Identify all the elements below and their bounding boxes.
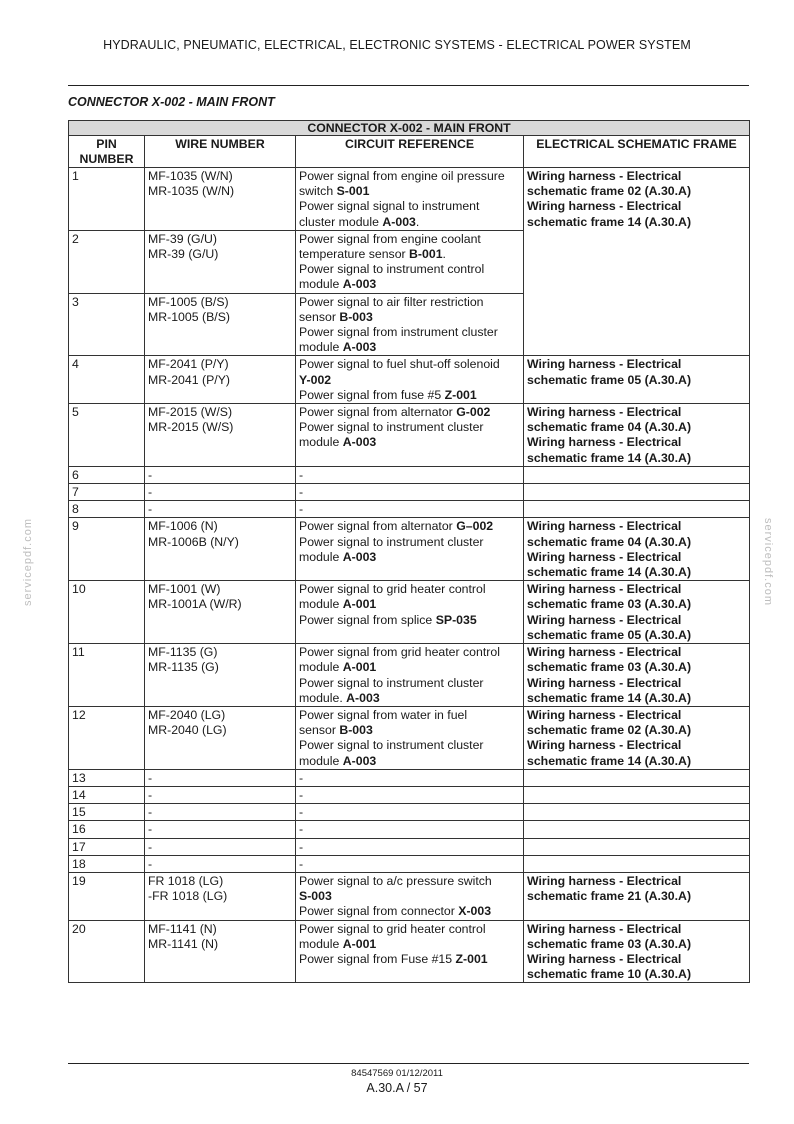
component-code: S-003 <box>299 889 332 904</box>
circuit-reference-cell <box>296 581 524 644</box>
column-header-circuit: CIRCUIT REFERENCE <box>296 136 524 168</box>
circuit-text: - <box>299 467 304 482</box>
wire-number: MF-2040 (LG) <box>148 707 226 722</box>
pin-number-cell: 16 <box>69 821 145 838</box>
circuit-reference-line <box>299 420 520 435</box>
wire-number: - <box>148 787 153 802</box>
circuit-text: Power signal to fuel shut-off solenoid <box>299 357 500 372</box>
schematic-frame-line: Wiring harness - Electrical <box>527 675 682 690</box>
schematic-frame-cell <box>524 855 750 872</box>
schematic-frame-line: schematic frame 14 (A.30.A) <box>527 753 692 768</box>
wire-number: MF-1001 (W) <box>148 582 221 597</box>
pin-number-cell: 18 <box>69 855 145 872</box>
circuit-text: Power signal from Fuse #15 <box>299 951 456 966</box>
schematic-frame-line: schematic frame 05 (A.30.A) <box>527 627 692 642</box>
circuit-reference-cell <box>296 518 524 581</box>
circuit-text: module <box>299 549 343 564</box>
component-code: A-003 <box>382 214 416 229</box>
wire-number: - <box>148 839 153 854</box>
circuit-text: sensor <box>299 309 340 324</box>
circuit-reference-cell <box>296 769 524 786</box>
wire-number: MR-1005 (B/S) <box>148 309 231 324</box>
column-header-pin: PIN NUMBER <box>69 136 145 168</box>
page-header: HYDRAULIC, PNEUMATIC, ELECTRICAL, ELECTRONIC SYSTEMS - ELECTRICAL POWER SYSTEM <box>103 38 691 52</box>
schematic-frame-cell <box>524 821 750 838</box>
circuit-reference-line <box>299 889 520 904</box>
circuit-reference-line <box>299 519 520 534</box>
wire-number: - <box>148 805 153 820</box>
circuit-reference-line <box>299 874 520 889</box>
pin-number-cell: 6 <box>69 466 145 483</box>
component-code: A-003 <box>342 277 377 292</box>
circuit-reference-cell <box>296 404 524 467</box>
component-code: A-001 <box>342 660 377 675</box>
table-row <box>69 786 750 803</box>
pin-number-cell: 7 <box>69 484 145 501</box>
circuit-text: module <box>299 597 343 612</box>
wire-number-cell <box>145 168 296 231</box>
component-code: A-003 <box>342 549 377 564</box>
wire-number-cell <box>145 855 296 872</box>
circuit-reference-line <box>299 184 520 199</box>
schematic-frame-line: Wiring harness - Electrical <box>527 612 682 627</box>
circuit-text: Power signal signal to instrument <box>299 199 480 214</box>
wire-number: - <box>148 822 153 837</box>
table-row <box>69 769 750 786</box>
circuit-reference-cell <box>296 230 524 293</box>
circuit-reference-line <box>299 199 520 214</box>
circuit-text: Power signal to grid heater control <box>299 582 486 597</box>
component-code: A-001 <box>342 597 377 612</box>
circuit-reference-cell <box>296 804 524 821</box>
circuit-reference-line <box>299 247 520 262</box>
table-row <box>69 644 750 707</box>
table-row <box>69 821 750 838</box>
component-code: B-003 <box>339 309 373 324</box>
pin-number-cell: 10 <box>69 581 145 644</box>
circuit-reference-line <box>299 535 520 550</box>
circuit-text: Power signal from connector <box>299 904 459 919</box>
circuit-reference-line <box>299 613 520 628</box>
circuit-reference-line <box>299 582 520 597</box>
circuit-reference-cell <box>296 920 524 983</box>
schematic-frame-cell <box>524 484 750 501</box>
circuit-text: module <box>299 753 343 768</box>
wire-number: MF-1135 (G) <box>148 645 218 660</box>
schematic-frame-line: Wiring harness - Electrical <box>527 873 682 888</box>
wire-number: MR-2015 (W/S) <box>148 420 234 435</box>
circuit-text: cluster module <box>299 214 383 229</box>
wire-number: - <box>148 467 153 482</box>
circuit-reference-line <box>299 738 520 753</box>
schematic-frame-line: schematic frame 21 (A.30.A) <box>527 889 692 904</box>
wire-number-cell <box>145 484 296 501</box>
circuit-text: module <box>299 660 343 675</box>
circuit-reference-line <box>299 660 520 675</box>
circuit-text: module <box>299 936 343 951</box>
circuit-reference-line <box>299 708 520 723</box>
component-code: G-002 <box>456 405 491 420</box>
circuit-reference-line <box>299 550 520 565</box>
circuit-reference-line <box>299 310 520 325</box>
circuit-reference-cell <box>296 786 524 803</box>
circuit-text: temperature sensor <box>299 247 410 262</box>
circuit-reference-line <box>299 502 520 517</box>
circuit-text: module <box>299 277 343 292</box>
circuit-reference-line <box>299 435 520 450</box>
circuit-reference-line <box>299 373 520 388</box>
schematic-frame-line: schematic frame 14 (A.30.A) <box>527 450 692 465</box>
wire-number: MF-2015 (W/S) <box>148 405 233 420</box>
table-row <box>69 872 750 920</box>
wire-number: -FR 1018 (LG) <box>148 889 228 904</box>
wire-number: MF-2041 (P/Y) <box>148 357 229 372</box>
watermark-right: servicepdf.com <box>762 518 774 606</box>
pin-number-cell: 17 <box>69 838 145 855</box>
schematic-frame-line: schematic frame 10 (A.30.A) <box>527 967 692 982</box>
table-row <box>69 581 750 644</box>
footer-divider <box>68 1063 749 1064</box>
circuit-text: module. <box>299 690 347 705</box>
pin-number-cell: 13 <box>69 769 145 786</box>
pin-number-cell: 12 <box>69 706 145 769</box>
circuit-reference-line <box>299 597 520 612</box>
circuit-reference-line <box>299 922 520 937</box>
wire-number: MF-39 (G/U) <box>148 231 217 246</box>
circuit-text: Power signal to instrument control <box>299 262 485 277</box>
circuit-text: - <box>299 822 304 837</box>
schematic-frame-cell <box>524 501 750 518</box>
circuit-reference-cell <box>296 706 524 769</box>
circuit-reference-line <box>299 840 520 855</box>
wire-number-cell <box>145 644 296 707</box>
schematic-frame-line: schematic frame 14 (A.30.A) <box>527 690 692 705</box>
circuit-reference-cell <box>296 293 524 356</box>
table-row <box>69 518 750 581</box>
wire-number: MR-1135 (G) <box>148 660 219 675</box>
circuit-text: Power signal from alternator <box>299 405 457 420</box>
table-row <box>69 920 750 983</box>
circuit-text: module <box>299 340 343 355</box>
schematic-frame-cell <box>524 581 750 644</box>
circuit-reference-cell <box>296 872 524 920</box>
circuit-reference-line <box>299 857 520 872</box>
pin-number-cell: 15 <box>69 804 145 821</box>
circuit-reference-line <box>299 169 520 184</box>
schematic-frame-line: Wiring harness - Electrical <box>527 405 682 420</box>
component-code: A-003 <box>342 435 377 450</box>
circuit-reference-cell <box>296 821 524 838</box>
schematic-frame-line: Wiring harness - Electrical <box>527 199 682 214</box>
wire-number-cell <box>145 706 296 769</box>
circuit-text: Power signal to instrument cluster <box>299 534 484 549</box>
section-title: CONNECTOR X-002 - MAIN FRONT <box>68 95 275 109</box>
wire-number: MF-1141 (N) <box>148 921 217 936</box>
component-code: X-003 <box>458 904 492 919</box>
pin-number-cell: 4 <box>69 356 145 404</box>
schematic-frame-cell <box>524 872 750 920</box>
table-body <box>69 168 750 983</box>
table-row <box>69 706 750 769</box>
circuit-text: Power signal from engine coolant <box>299 231 481 246</box>
circuit-text: - <box>299 502 304 517</box>
circuit-reference-cell <box>296 838 524 855</box>
circuit-text: module <box>299 435 343 450</box>
schematic-frame-line: schematic frame 14 (A.30.A) <box>527 565 692 580</box>
circuit-text: Power signal to instrument cluster <box>299 420 484 435</box>
wire-number-cell <box>145 920 296 983</box>
wire-number: MR-1141 (N) <box>148 936 219 951</box>
circuit-reference-line <box>299 357 520 372</box>
wire-number: - <box>148 856 153 871</box>
wire-number: MR-2040 (LG) <box>148 723 227 738</box>
schematic-frame-cell <box>524 804 750 821</box>
schematic-frame-line: Wiring harness - Electrical <box>527 707 682 722</box>
table-row <box>69 168 750 231</box>
schematic-frame-line: Wiring harness - Electrical <box>527 951 682 966</box>
wire-number: - <box>148 770 153 785</box>
schematic-frame-line: Wiring harness - Electrical <box>527 357 682 372</box>
wire-number-cell <box>145 769 296 786</box>
component-code: SP-035 <box>435 612 477 627</box>
circuit-text: sensor <box>299 723 340 738</box>
circuit-text: switch <box>299 184 337 199</box>
wire-number-cell <box>145 821 296 838</box>
schematic-frame-cell <box>524 518 750 581</box>
circuit-text: Power signal from engine oil pressure <box>299 169 505 183</box>
circuit-reference-cell <box>296 484 524 501</box>
schematic-frame-line: Wiring harness - Electrical <box>527 921 682 936</box>
wire-number: MR-1006B (N/Y) <box>148 534 239 549</box>
circuit-text: Power signal to grid heater control <box>299 921 486 936</box>
schematic-frame-line: Wiring harness - Electrical <box>527 549 682 564</box>
wire-number-cell <box>145 230 296 293</box>
pin-number-cell: 2 <box>69 230 145 293</box>
schematic-frame-cell <box>524 466 750 483</box>
table-row <box>69 466 750 483</box>
pin-number-cell: 19 <box>69 872 145 920</box>
schematic-frame-line: schematic frame 14 (A.30.A) <box>527 214 692 229</box>
circuit-reference-cell <box>296 855 524 872</box>
circuit-reference-line <box>299 937 520 952</box>
pin-number-cell: 3 <box>69 293 145 356</box>
pin-number-cell: 11 <box>69 644 145 707</box>
circuit-reference-line <box>299 232 520 247</box>
watermark-left: servicepdf.com <box>22 518 34 606</box>
wire-number-cell <box>145 804 296 821</box>
wire-number: MF-1006 (N) <box>148 519 218 534</box>
wire-number-cell <box>145 293 296 356</box>
schematic-frame-line: Wiring harness - Electrical <box>527 169 682 183</box>
wire-number-cell <box>145 404 296 467</box>
connector-table <box>68 120 750 983</box>
circuit-reference-line <box>299 691 520 706</box>
table-row <box>69 804 750 821</box>
circuit-reference-line <box>299 262 520 277</box>
pin-number-cell: 1 <box>69 168 145 231</box>
circuit-text: Power signal from splice <box>299 612 436 627</box>
circuit-text: - <box>299 839 304 854</box>
component-code: A-001 <box>342 936 377 951</box>
wire-number-cell <box>145 786 296 803</box>
wire-number-cell <box>145 466 296 483</box>
circuit-reference-line <box>299 277 520 292</box>
circuit-reference-line <box>299 485 520 500</box>
table-row <box>69 356 750 404</box>
circuit-reference-line <box>299 645 520 660</box>
circuit-reference-line <box>299 788 520 803</box>
wire-number-cell <box>145 501 296 518</box>
wire-number: MR-39 (G/U) <box>148 247 219 262</box>
circuit-reference-line <box>299 771 520 786</box>
circuit-reference-cell <box>296 644 524 707</box>
circuit-text: - <box>299 485 304 500</box>
circuit-reference-line <box>299 405 520 420</box>
circuit-text: Power signal to instrument cluster <box>299 738 484 753</box>
schematic-frame-cell <box>524 168 750 356</box>
circuit-text: Power signal from instrument cluster <box>299 325 498 340</box>
circuit-text: - <box>299 805 304 820</box>
table-caption: CONNECTOR X-002 - MAIN FRONT <box>69 121 750 136</box>
schematic-frame-line: schematic frame 03 (A.30.A) <box>527 597 692 612</box>
circuit-reference-line <box>299 295 520 310</box>
circuit-text: - <box>299 770 304 785</box>
circuit-reference-line <box>299 952 520 967</box>
circuit-text: Power signal from water in fuel <box>299 707 468 722</box>
circuit-reference-line <box>299 676 520 691</box>
schematic-frame-line: Wiring harness - Electrical <box>527 435 682 450</box>
wire-number-cell <box>145 356 296 404</box>
circuit-reference-line <box>299 325 520 340</box>
schematic-frame-line: Wiring harness - Electrical <box>527 645 682 660</box>
circuit-reference-cell <box>296 501 524 518</box>
wire-number: - <box>148 485 153 500</box>
component-code: Y-002 <box>299 372 332 387</box>
circuit-text: Power signal to instrument cluster <box>299 675 484 690</box>
wire-number-cell <box>145 872 296 920</box>
pin-number-cell: 20 <box>69 920 145 983</box>
component-code: B-001 <box>409 247 443 262</box>
circuit-reference-cell <box>296 356 524 404</box>
circuit-reference-cell <box>296 168 524 231</box>
schematic-frame-cell <box>524 838 750 855</box>
schematic-frame-line: Wiring harness - Electrical <box>527 582 682 597</box>
schematic-frame-cell <box>524 644 750 707</box>
circuit-reference-line <box>299 340 520 355</box>
pin-number-cell: 14 <box>69 786 145 803</box>
schematic-frame-cell <box>524 706 750 769</box>
circuit-reference-line <box>299 904 520 919</box>
component-code: Z-001 <box>455 951 488 966</box>
circuit-text: Power signal from grid heater control <box>299 645 500 660</box>
wire-number-cell <box>145 518 296 581</box>
component-code: A-003 <box>342 340 377 355</box>
footer-document-number: 84547569 01/12/2011 <box>351 1068 443 1079</box>
circuit-reference-line <box>299 468 520 483</box>
circuit-text: . <box>442 247 446 262</box>
schematic-frame-line: schematic frame 03 (A.30.A) <box>527 660 692 675</box>
circuit-text: . <box>415 214 420 229</box>
table-row <box>69 838 750 855</box>
wire-number: MR-2041 (P/Y) <box>148 372 231 387</box>
table-row <box>69 404 750 467</box>
schematic-frame-cell <box>524 786 750 803</box>
circuit-reference-cell <box>296 466 524 483</box>
table-row <box>69 484 750 501</box>
circuit-reference-line <box>299 754 520 769</box>
component-code: G–002 <box>456 519 494 534</box>
circuit-reference-line <box>299 723 520 738</box>
schematic-frame-line: schematic frame 03 (A.30.A) <box>527 936 692 951</box>
footer-page-number: A.30.A / 57 <box>366 1081 428 1095</box>
component-code: B-003 <box>339 723 373 738</box>
header-divider <box>68 85 749 86</box>
schematic-frame-cell <box>524 356 750 404</box>
schematic-frame-cell <box>524 920 750 983</box>
circuit-text: - <box>299 856 304 871</box>
circuit-text: Power signal to air filter restriction <box>299 294 484 309</box>
schematic-frame-line: schematic frame 04 (A.30.A) <box>527 534 692 549</box>
circuit-text: - <box>299 787 304 802</box>
schematic-frame-line: schematic frame 02 (A.30.A) <box>527 184 692 199</box>
schematic-frame-cell <box>524 404 750 467</box>
wire-number: - <box>148 502 153 517</box>
table-row <box>69 501 750 518</box>
pin-number-cell: 5 <box>69 404 145 467</box>
schematic-frame-line: schematic frame 04 (A.30.A) <box>527 420 692 435</box>
column-header-wire: WIRE NUMBER <box>145 136 296 168</box>
component-code: S-001 <box>336 184 370 199</box>
circuit-text: Power signal to a/c pressure switch <box>299 873 492 888</box>
wire-number: MR-1035 (W/N) <box>148 184 235 199</box>
wire-number: FR 1018 (LG) <box>148 873 224 888</box>
wire-number: MF-1005 (B/S) <box>148 294 229 309</box>
table-row <box>69 855 750 872</box>
wire-number: MR-1001A (W/R) <box>148 597 242 612</box>
component-code: A-003 <box>342 753 377 768</box>
circuit-reference-line <box>299 805 520 820</box>
schematic-frame-line: schematic frame 05 (A.30.A) <box>527 372 692 387</box>
circuit-reference-line <box>299 215 520 230</box>
column-header-schematic: ELECTRICAL SCHEMATIC FRAME <box>524 136 750 168</box>
schematic-frame-line: Wiring harness - Electrical <box>527 738 682 753</box>
circuit-reference-line <box>299 388 520 403</box>
wire-number: MF-1035 (W/N) <box>148 169 233 183</box>
pin-number-cell: 9 <box>69 518 145 581</box>
wire-number-cell <box>145 581 296 644</box>
circuit-text: Power signal from alternator <box>299 519 457 534</box>
component-code: Z-001 <box>444 387 477 402</box>
component-code: A-003 <box>346 690 380 705</box>
schematic-frame-cell <box>524 769 750 786</box>
schematic-frame-line: Wiring harness - Electrical <box>527 519 682 534</box>
circuit-reference-line <box>299 822 520 837</box>
wire-number-cell <box>145 838 296 855</box>
pin-number-cell: 8 <box>69 501 145 518</box>
schematic-frame-line: schematic frame 02 (A.30.A) <box>527 723 692 738</box>
circuit-text: Power signal from fuse #5 <box>299 387 445 402</box>
